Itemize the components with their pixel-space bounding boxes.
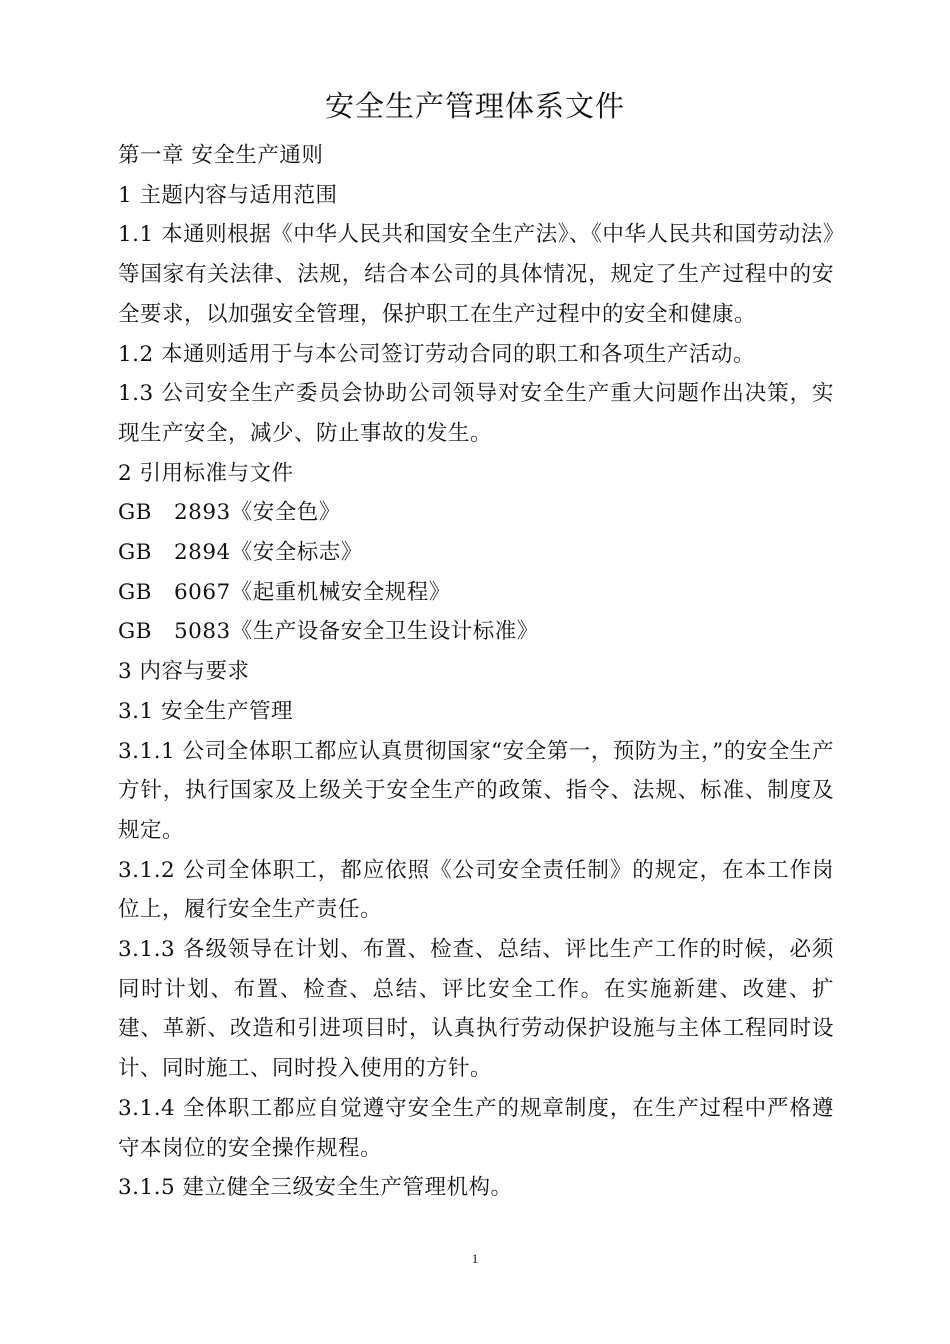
paragraph: 3.1.5 建立健全三级安全生产管理机构。	[118, 1175, 513, 1201]
paragraph: 3.1.2 公司全体职工，都应依照《公司安全责任制》的规定，在本工作岗位上，履行安全生产责任。	[118, 857, 834, 923]
paragraph: 3.1.1 公司全体职工都应认真贯彻国家“安全第一，预防为主，”的安全生产方针，执行国家及上级关于安全生产的政策、指令、法规、标准、制度及规定。	[118, 738, 834, 843]
paragraph: 1.3 公司安全生产委员会协助公司领导对安全生产重大问题作出决策，实现生产安全，减少、防止事故的发生。	[118, 381, 834, 446]
paragraph: 1.1 本通则根据《中华人民共和国安全生产法》、《中华人民共和国劳动法》等国家有关法律、法规，结合本公司的具体情况，规定了生产过程中的安全要求，以加强安全管理，保护职工在生产过程中的安全和健康。	[118, 222, 834, 327]
paragraph: 3.1.4 全体职工都应自觉遵守安全生产的规章制度，在生产过程中严格遵守本岗位的安全操作规程。	[118, 1095, 834, 1161]
standard-reference: GB 5083《生产设备安全卫生设计标准》	[118, 619, 539, 645]
standard-reference: GB 6067《起重机械安全规程》	[118, 579, 451, 605]
document-body	[118, 136, 834, 1208]
standard-reference: GB 2893《安全色》	[118, 500, 341, 526]
page-number: 1	[471, 1251, 479, 1266]
subsection-heading: 3.1 安全生产管理	[118, 698, 294, 724]
paragraph: 3.1.3 各级领导在计划、布置、检查、总结、评比生产工作的时候，必须同时计划、布置、检查、总结、评比安全工作。在实施新建、改建、扩建、革新、改造和引进项目时，认真执行劳动保护设施与主体工程同时设计、同时施工、同时投入使用的方针。	[118, 937, 834, 1082]
paragraph: 1.2 本通则适用于与本公司签订劳动合同的职工和各项生产活动。	[118, 341, 756, 367]
section-heading: 1 主题内容与适用范围	[118, 182, 338, 208]
section-heading: 2 引用标准与文件	[118, 460, 294, 486]
chapter-heading: 第一章 安全生产通则	[118, 143, 324, 168]
standard-reference: GB 2894《安全标志》	[118, 540, 363, 566]
section-heading: 3 内容与要求	[118, 659, 250, 685]
document-title: 安全生产管理体系文件	[324, 89, 625, 123]
